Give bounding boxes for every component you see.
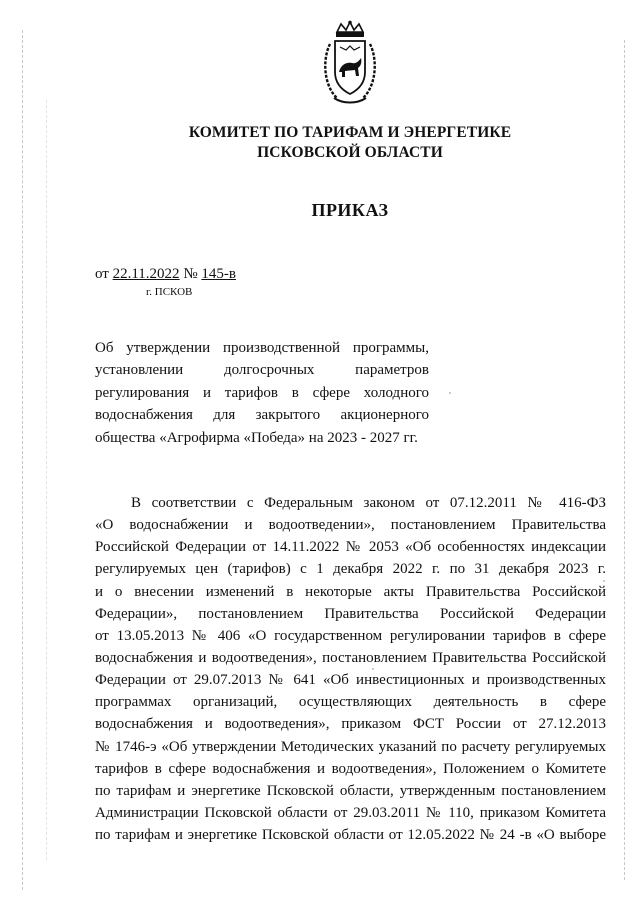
body-line: и о внесении изменений в некоторые акты Правительства Российской [95, 583, 606, 600]
document-date: 22.11.2022 [112, 266, 180, 282]
body-line: тарифов в сфере водоснабжения и водоотведения», Положением о Комитете [95, 760, 606, 777]
subject-line: установлении долгосрочных параметров [95, 362, 429, 379]
body-line: Федерации от 29.07.2013 № 641 «Об инвестиционных и производственных [95, 672, 606, 689]
subject-line: общества «Агрофирма «Победа» на 2023 - 2027 гг. [95, 429, 418, 446]
order-body-paragraph [95, 492, 606, 846]
body-line: № 1746-э «Об утверждении Методических указаний по расчету регулируемых [95, 738, 606, 755]
order-subject [95, 337, 429, 449]
body-line: регулируемых цен (тарифов) с 1 декабря 2022 г. по 31 декабря 2023 г. [95, 561, 606, 578]
body-line: В соответствии с Федеральным законом от 07.12.2011 № 416-ФЗ [131, 495, 606, 511]
body-line: «О водоснабжении и водоотведении», постановлением Правительства [95, 517, 606, 534]
scan-speck [449, 392, 451, 394]
body-line: водоснабжения и водоотведения», приказом ФСТ России от 27.12.2013 [95, 716, 606, 733]
document-type-title: ПРИКАЗ [311, 200, 389, 220]
body-line: от 13.05.2013 № 406 «О государственном регулировании тарифов в сфере [95, 627, 606, 644]
scan-edge-right [624, 40, 625, 880]
body-line: Администрации Псковской области от 29.03.2011 № 110, приказом Комитета [95, 804, 606, 821]
scan-edge-mid [46, 100, 47, 860]
body-line: по тарифам и энергетике Псковской области, утвержденным постановлением [95, 782, 606, 799]
subject-line: Об утверждении производственной программы, [95, 340, 429, 356]
body-line: водоснабжения и водоотведения», постановлением Правительства Российской [95, 649, 606, 666]
number-sign: № [183, 266, 198, 282]
document-date-line [95, 266, 236, 283]
body-line: по тарифам и энергетике Псковской области от 12.05.2022 № 24 -в «О выборе [95, 827, 606, 844]
body-line: программах организаций, осуществляющих деятельность в сфере [95, 694, 606, 711]
date-prefix: от [95, 266, 109, 282]
body-line: Российской Федерации от 14.11.2022 № 2053 «Об особенностях индексации [95, 539, 606, 556]
org-name-line-2: ПСКОВСКОЙ ОБЛАСТИ [257, 144, 443, 161]
scan-edge-left [22, 30, 23, 890]
subject-line: водоснабжения для закрытого акционерного [95, 407, 429, 424]
body-line: Федерации», постановлением Правительства Российской Федерации [95, 605, 606, 622]
document-place: г. ПСКОВ [146, 286, 193, 298]
subject-line: регулирования и тарифов в сфере холодного [95, 384, 429, 401]
org-name-line-1: КОМИТЕТ ПО ТАРИФАМ И ЭНЕРГЕТИКЕ [188, 124, 512, 141]
pskov-coat-of-arms-icon [321, 20, 379, 106]
document-number: 145-в [201, 266, 236, 282]
